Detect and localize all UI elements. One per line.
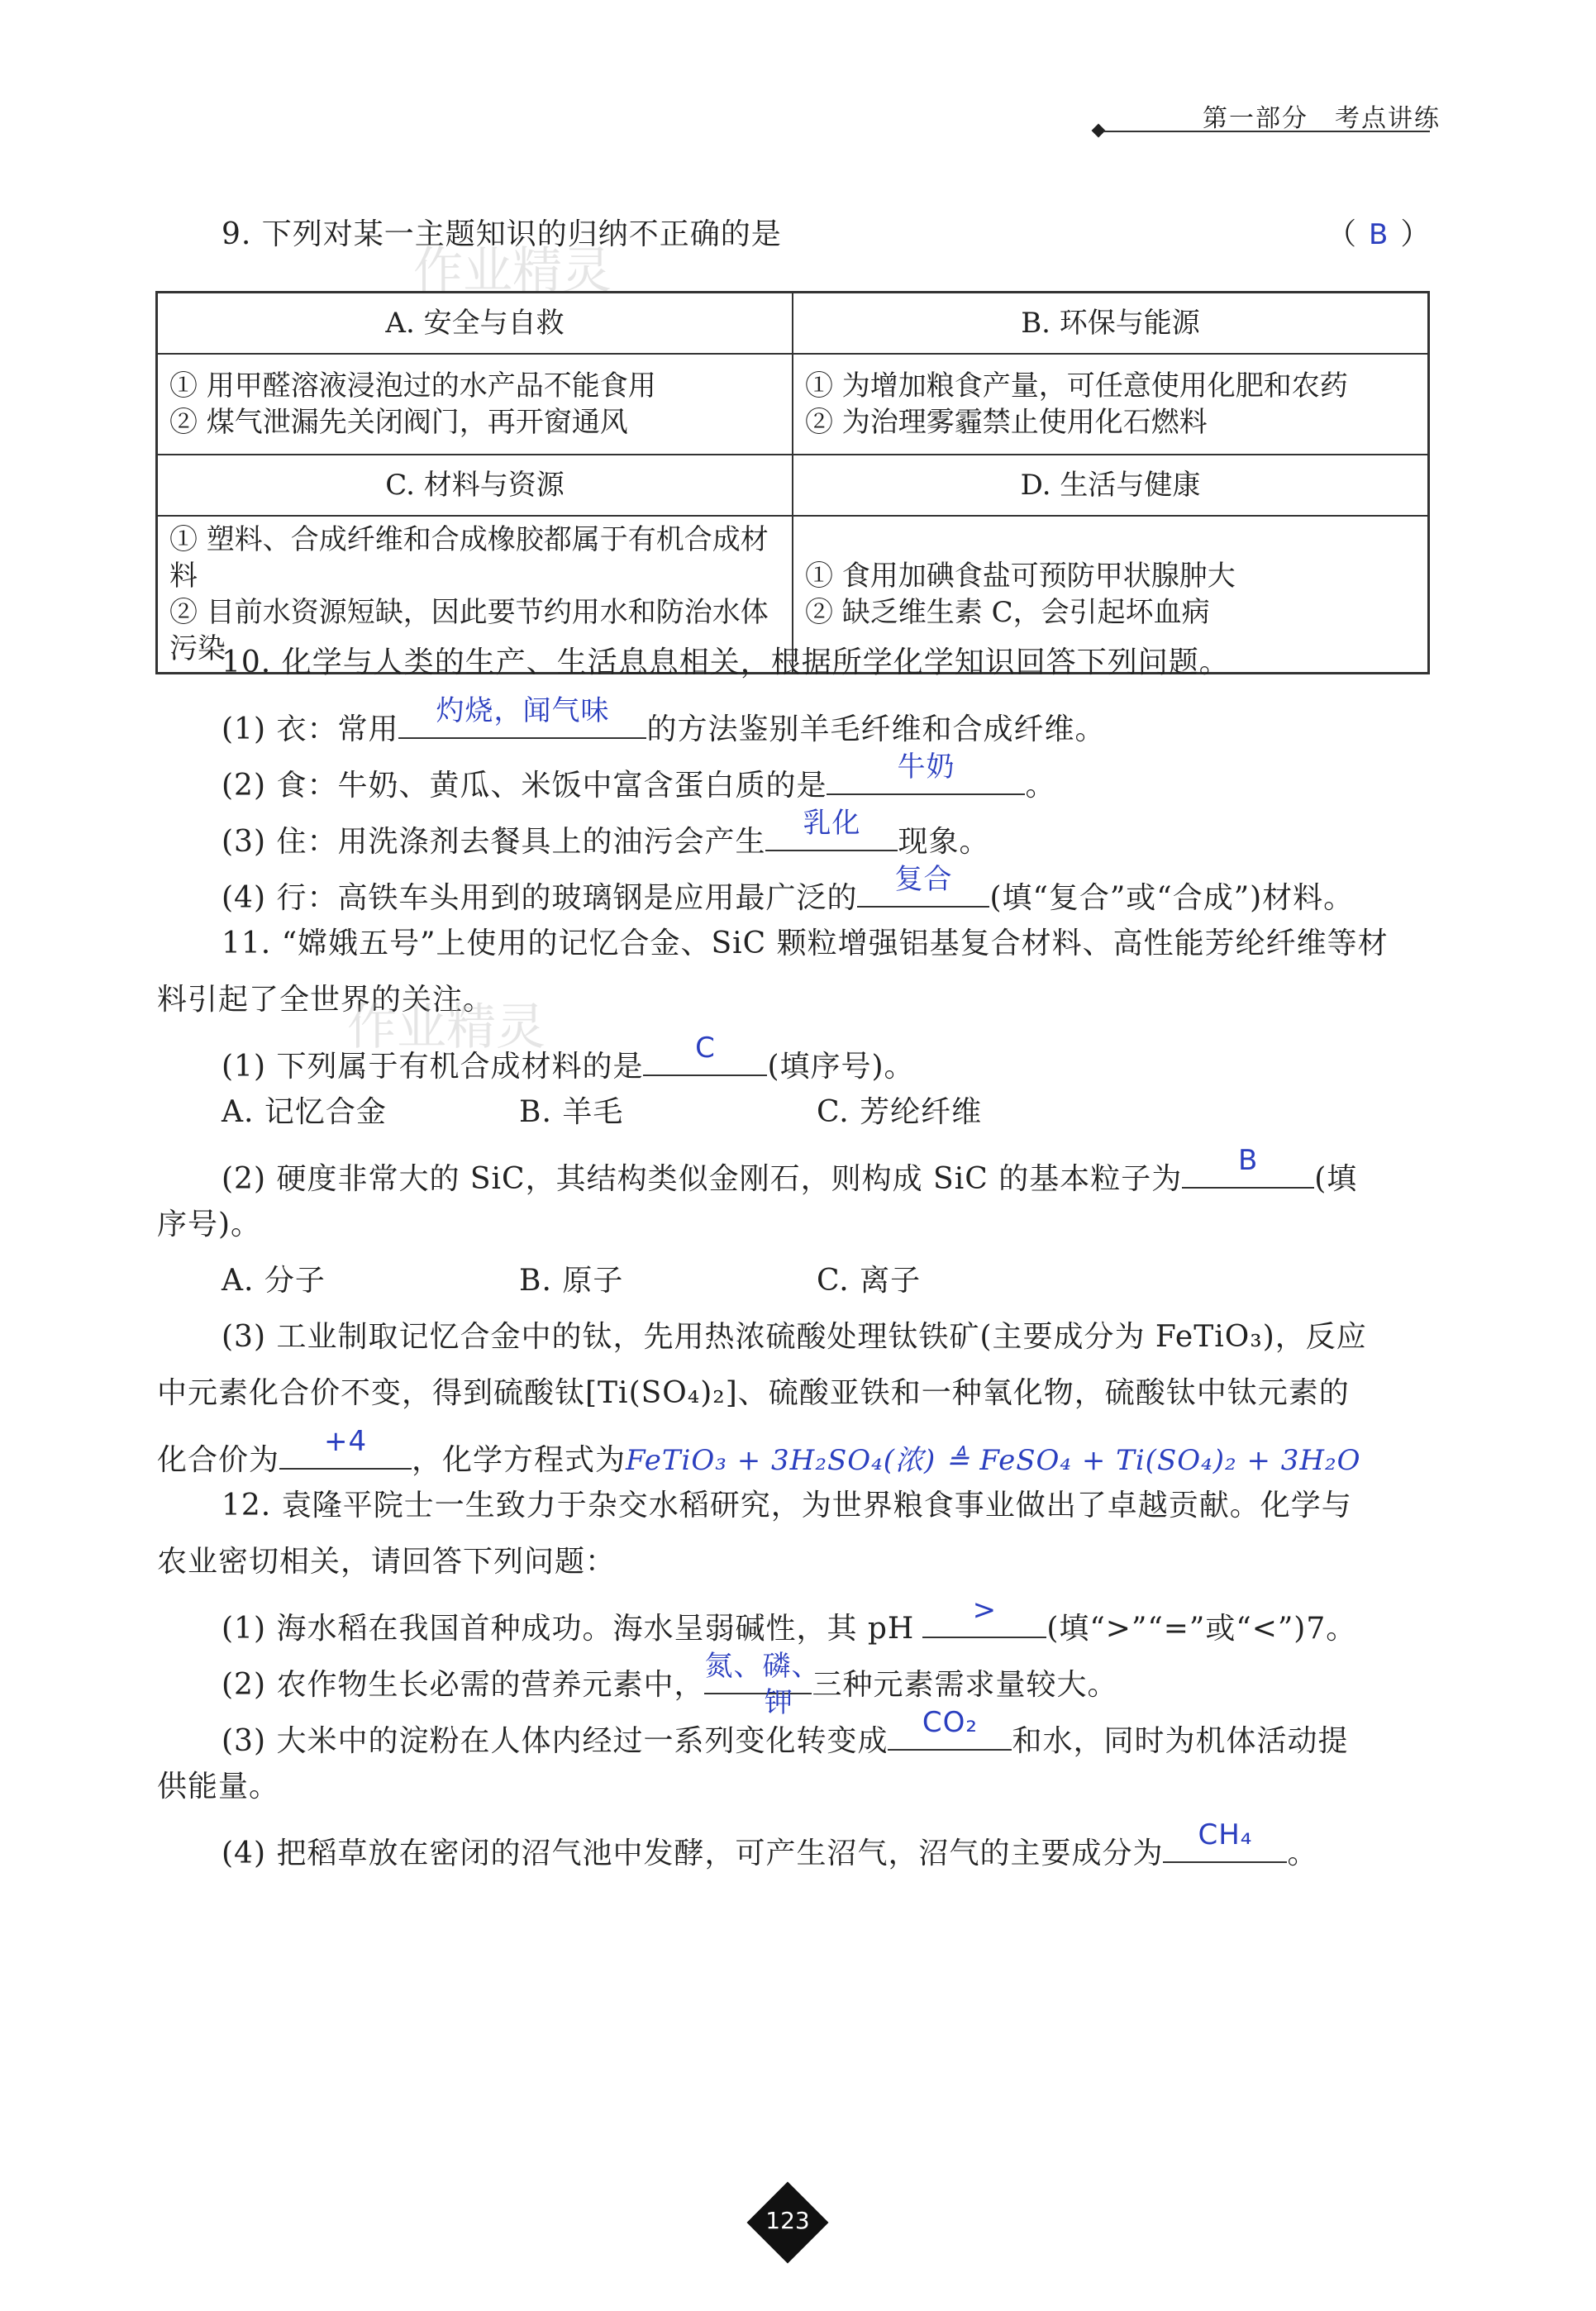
- text: 化合价为: [157, 1443, 280, 1477]
- q11-part3-line1: (3) 工业制取记忆合金中的钛，先用热浓硫酸处理钛铁矿(主要成分为 FeTiO₃)，反应: [222, 1320, 1367, 1354]
- answer-blank: [1163, 1818, 1287, 1863]
- option-c: C. 离子: [817, 1264, 922, 1298]
- text: (填序号)。: [767, 1050, 915, 1084]
- q9-table: [155, 291, 1430, 674]
- q11-p3-answer: +4: [323, 1425, 368, 1458]
- answer-blank: [922, 1594, 1046, 1638]
- q10-part2: [222, 750, 1056, 804]
- answer-blank: [398, 694, 646, 739]
- text: (1) 下列属于有机合成材料的是: [222, 1050, 644, 1084]
- q10-p1-answer: 灼烧，闻气味: [436, 694, 610, 727]
- table-head-a: A. 安全与自救: [157, 293, 793, 355]
- option-b: B. 原子: [519, 1264, 624, 1298]
- option-c: C. 芳纶纤维: [817, 1095, 983, 1129]
- text: (2) 农作物生长必需的营养元素中，: [222, 1668, 705, 1702]
- q11-p1-options: [222, 1094, 982, 1131]
- bracket-open: （: [1327, 217, 1358, 251]
- q11-part2: [222, 1144, 1358, 1198]
- table-line: ① 为增加粮食产量，可任意使用化肥和农药: [805, 369, 1348, 403]
- text: 现象。: [898, 825, 990, 859]
- option-b: B. 羊毛: [519, 1095, 624, 1129]
- text: (2) 食：牛奶、黄瓜、米饭中富含蛋白质的是: [222, 769, 827, 803]
- q12-part3: [222, 1706, 1349, 1760]
- text: 。: [1025, 769, 1056, 803]
- q11-part3-line2: 中元素化合价不变，得到硫酸钛[Ti(SO₄)₂]、硫酸亚铁和一种氧化物，硫酸钛中钛元素的: [157, 1376, 1350, 1410]
- text: (3) 大米中的淀粉在人体内经过一系列变化转变成: [222, 1724, 889, 1758]
- q11-part3-line3: [157, 1425, 1361, 1479]
- q11-p2-answer: B: [1238, 1144, 1259, 1177]
- table-line: ① 用甲醛溶液浸泡过的水产品不能食用: [169, 369, 656, 403]
- q12-p4-answer: CH₄: [1198, 1818, 1253, 1851]
- q12-part4: [222, 1818, 1318, 1872]
- q12-stem-line2: 农业密切相关，请回答下列问题：: [157, 1545, 617, 1579]
- chemical-equation: FeTiO₃ + 3H₂SO₄(浓) ≜ FeSO₄ + Ti(SO₄)₂ + 3H₂O: [626, 1444, 1361, 1477]
- text: (填“复合”或“合成”)材料。: [989, 881, 1355, 915]
- q10-part3: [222, 807, 990, 860]
- text: (3) 住：用洗涤剂去餐具上的油污会产生: [222, 825, 766, 859]
- table-line: ② 煤气泄漏先关闭阀门，再开窗通风: [169, 406, 628, 439]
- q11-p2-options: [222, 1263, 921, 1299]
- watermark-icon: 作业精灵: [347, 998, 545, 1056]
- bracket-close: ）: [1400, 217, 1432, 251]
- watermark-icon: 作业精灵: [413, 242, 612, 300]
- q12-stem-line1: 12. 袁隆平院士一生致力于杂交水稻研究，为世界粮食事业做出了卓越贡献。化学与: [222, 1489, 1352, 1522]
- answer-blank: [704, 1650, 821, 1719]
- text: ，化学方程式为: [412, 1443, 626, 1477]
- text: 三种元素需求量较大。: [812, 1668, 1118, 1702]
- q12-p2-answer-extra: 钾: [764, 1686, 793, 1719]
- answer-blank: [888, 1706, 1012, 1751]
- table-line: ② 目前水资源短缺，因此要节约用水和防治水体污染: [169, 596, 769, 665]
- q10-p2-answer: 牛奶: [897, 750, 955, 784]
- q11-part2-line2: 序号)。: [157, 1208, 262, 1241]
- q12-p3-answer: CO₂: [922, 1706, 979, 1739]
- q11-part1: [222, 1032, 915, 1085]
- text: (填“>”“=”或“<”)7。: [1046, 1612, 1357, 1646]
- answer-blank: [765, 807, 898, 851]
- q9-stem: 9. 下列对某一主题知识的归纳不正确的是: [222, 217, 782, 251]
- q10-part1: [222, 694, 1106, 748]
- section-title: 第一部分 考点讲练: [1203, 104, 1441, 133]
- text: (4) 行：高铁车头用到的玻璃钢是应用最广泛的: [222, 881, 858, 915]
- q12-p2-answer: 氮、磷、: [704, 1650, 821, 1683]
- q9-answer: B: [1369, 218, 1389, 251]
- table-line: ① 塑料、合成纤维和合成橡胶都属于有机合成材料: [169, 523, 769, 593]
- table-line: ① 食用加碘食盐可预防甲状腺肿大: [805, 560, 1236, 593]
- answer-blank: [857, 863, 989, 908]
- q10-stem: 10. 化学与人类的生产、生活息息相关，根据所学化学知识回答下列问题。: [222, 646, 1230, 679]
- answer-blank: [1182, 1144, 1314, 1189]
- text: (填: [1314, 1162, 1358, 1196]
- table-cell-a: [157, 354, 793, 455]
- q12-part3-line2: 供能量。: [157, 1770, 280, 1804]
- text: 和水，同时为机体活动提: [1012, 1724, 1349, 1758]
- q10-p4-answer: 复合: [894, 863, 953, 896]
- q10-p3-answer: 乳化: [803, 807, 861, 840]
- table-head-b: B. 环保与能源: [793, 293, 1429, 355]
- text: 的方法鉴别羊毛纤维和合成纤维。: [646, 712, 1106, 746]
- q9-answer-bracket: [1327, 217, 1431, 253]
- text: 。: [1287, 1837, 1318, 1870]
- q12-part1: [222, 1594, 1357, 1647]
- q11-stem-line2: 料引起了全世界的关注。: [157, 983, 494, 1017]
- q12-part2: [222, 1650, 1118, 1719]
- answer-blank: [643, 1032, 767, 1076]
- table-head-d: D. 生活与健康: [793, 455, 1429, 516]
- text: (4) 把稻草放在密闭的沼气池中发酵，可产生沼气，沼气的主要成分为: [222, 1837, 1164, 1870]
- text: (1) 衣：常用: [222, 712, 399, 746]
- answer-blank: [827, 750, 1025, 795]
- q12-p1-answer: >: [972, 1594, 998, 1627]
- option-a: A. 记忆合金: [222, 1095, 387, 1129]
- q10-part4: [222, 863, 1355, 917]
- answer-blank: [279, 1425, 412, 1470]
- table-cell-b: [793, 354, 1429, 455]
- text: (2) 硬度非常大的 SiC，其结构类似金刚石，则构成 SiC 的基本粒子为: [222, 1162, 1183, 1196]
- q11-stem-line1: 11. “嫦娥五号”上使用的记忆合金、SiC 颗粒增强铝基复合材料、高性能芳纶纤维等材: [222, 927, 1389, 960]
- option-a: A. 分子: [222, 1264, 326, 1298]
- text: (1) 海水稻在我国首种成功。海水呈弱碱性，其 pH: [222, 1612, 915, 1646]
- table-line: ② 缺乏维生素 C，会引起坏血病: [805, 596, 1210, 629]
- table-line: ② 为治理雾霾禁止使用化石燃料: [805, 406, 1208, 439]
- table-head-c: C. 材料与资源: [157, 455, 793, 516]
- page-number: 123: [765, 2207, 810, 2234]
- q11-p1-answer: C: [695, 1032, 716, 1065]
